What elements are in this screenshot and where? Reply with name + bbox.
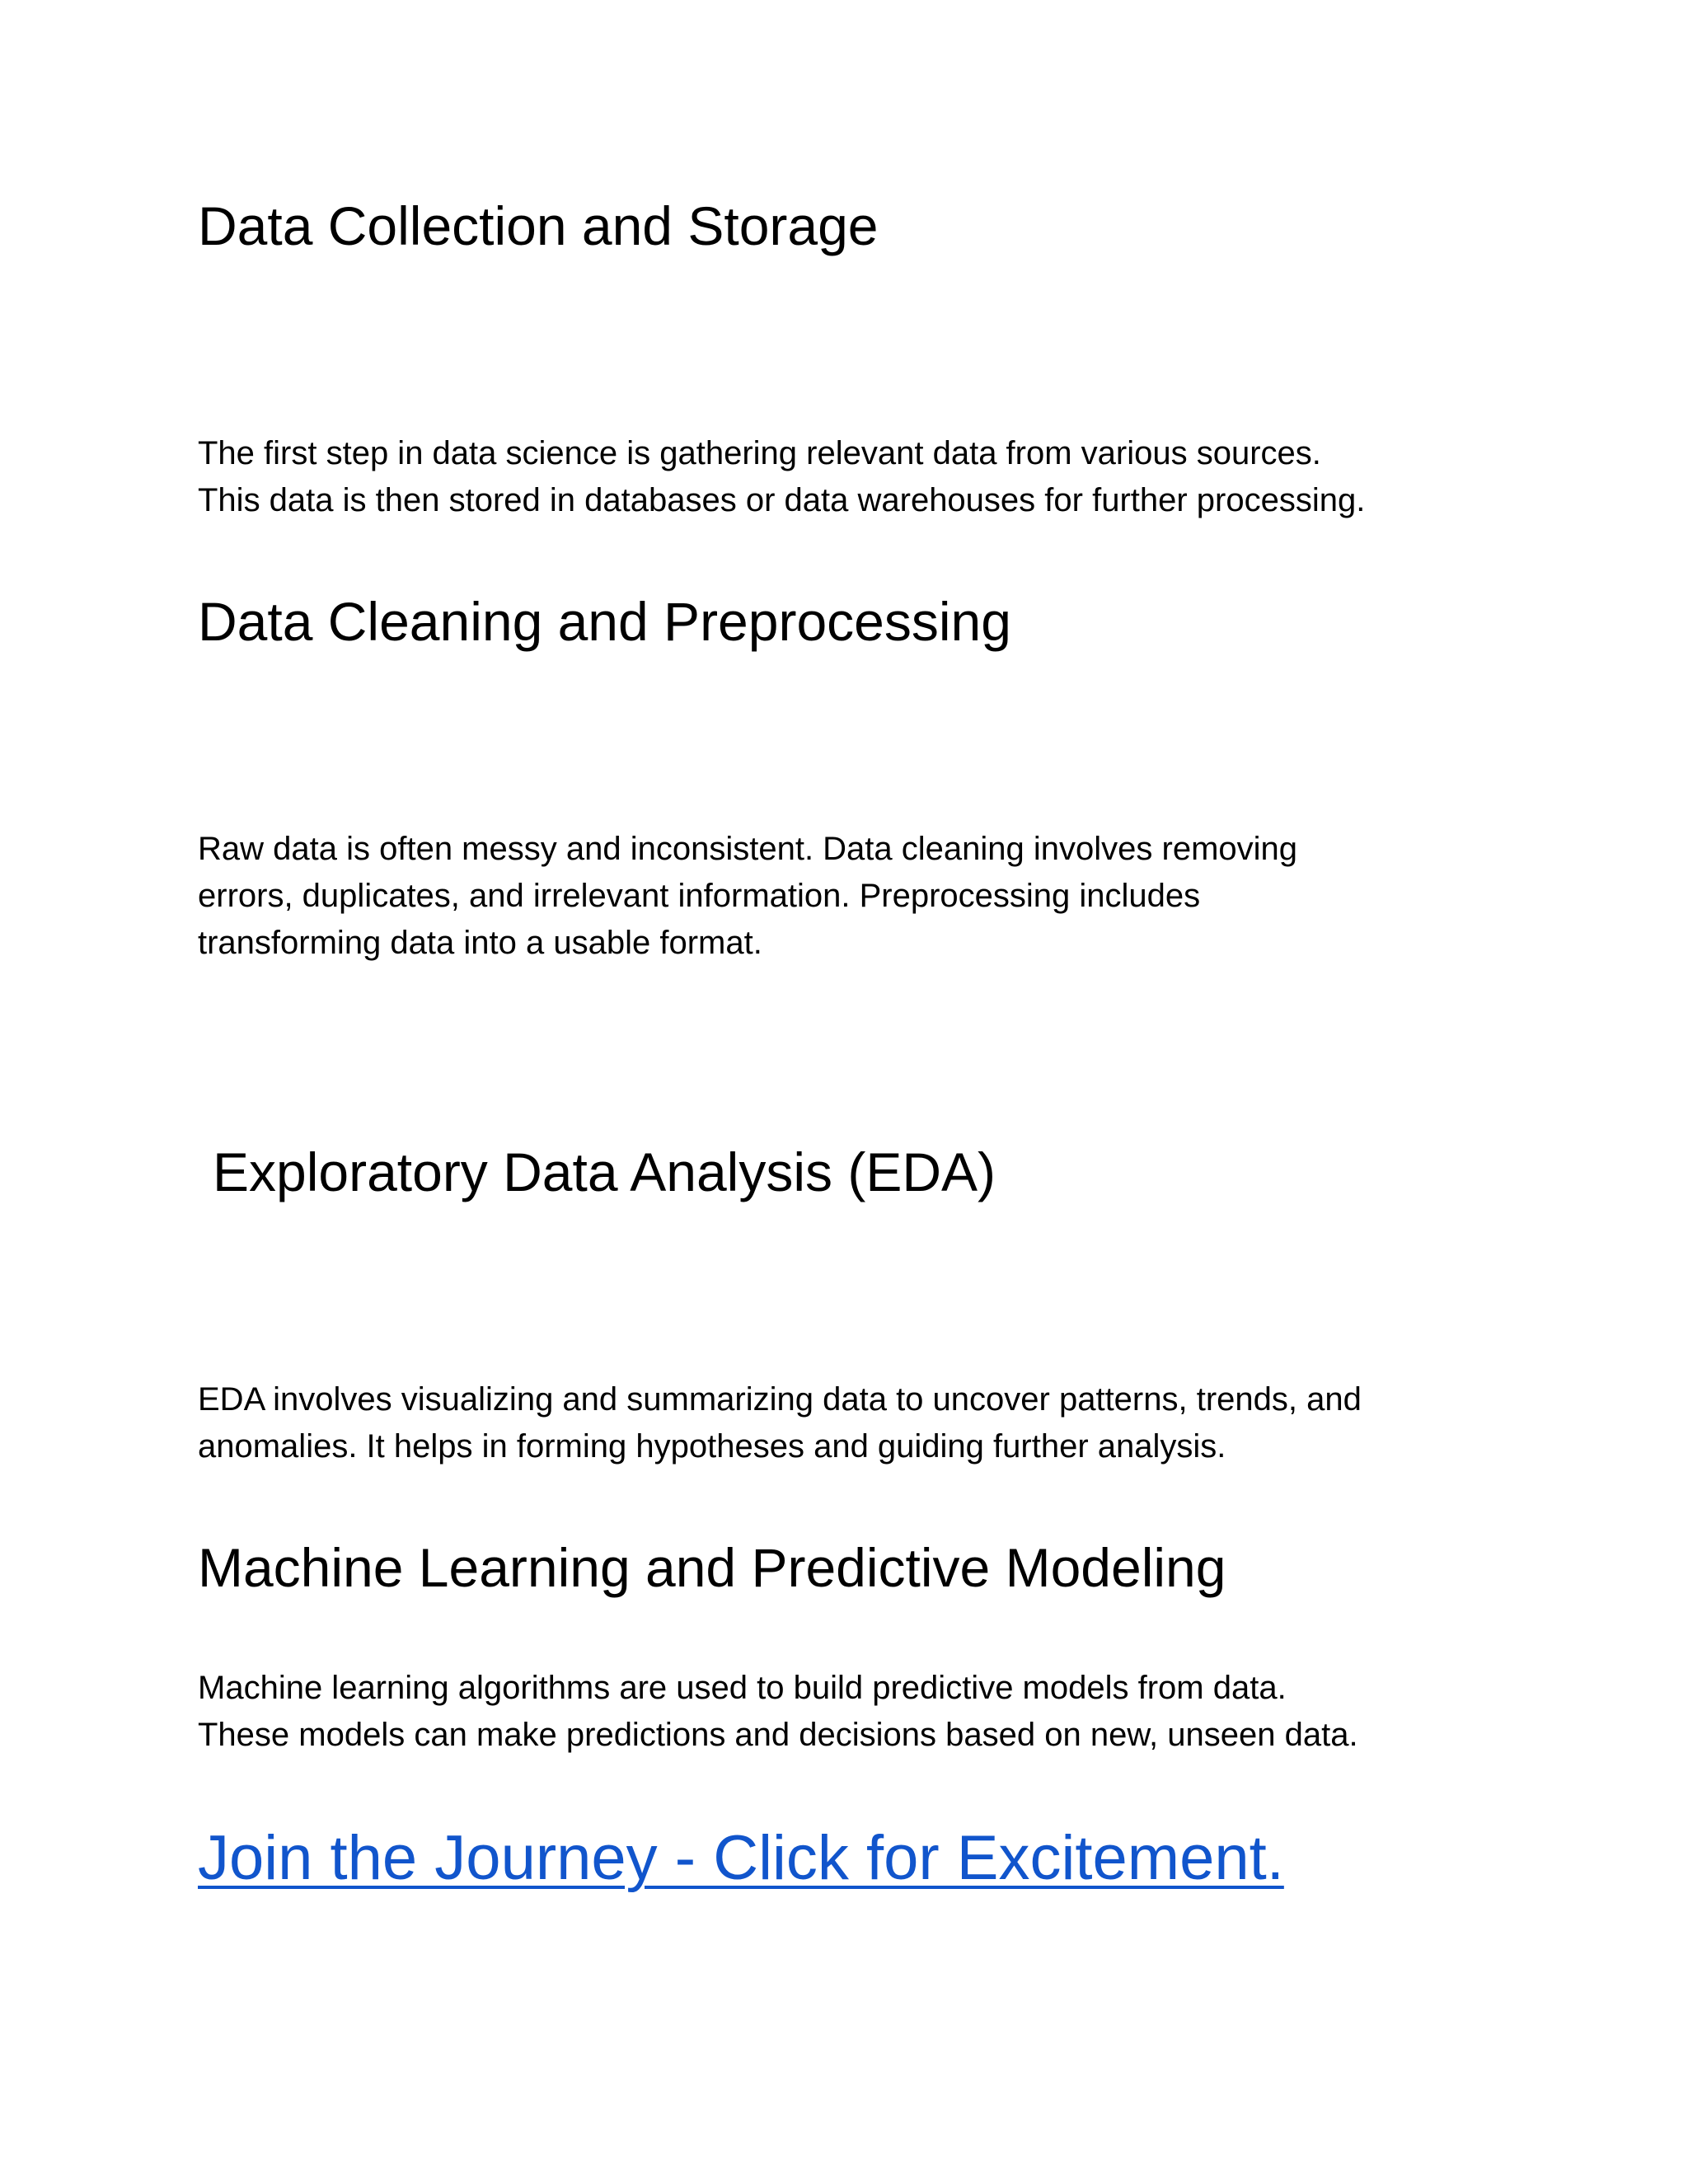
section-heading-machine-learning: Machine Learning and Predictive Modeling	[198, 1537, 1226, 1598]
paragraph-line: EDA involves visualizing and summarizing data to uncover patterns, trends, and	[198, 1381, 1362, 1418]
paragraph-line: Machine learning algorithms are used to build predictive models from data.	[198, 1670, 1287, 1706]
paragraph-line: transforming data into a usable format.	[198, 925, 762, 961]
paragraph-line: Raw data is often messy and inconsistent. Data cleaning involves removing	[198, 831, 1298, 867]
paragraph-line: anomalies. It helps in forming hypotheses and guiding further analysis.	[198, 1428, 1226, 1465]
paragraph-line: errors, duplicates, and irrelevant information. Preprocessing includes	[198, 878, 1201, 914]
paragraph-line: This data is then stored in databases or data warehouses for further processing.	[198, 482, 1366, 518]
paragraph-line: These models can make predictions and decisions based on new, unseen data.	[198, 1717, 1358, 1753]
section-heading-data-collection: Data Collection and Storage	[198, 195, 879, 256]
join-journey-link[interactable]: Join the Journey - Click for Excitement.	[198, 1823, 1284, 1893]
section-body-eda	[198, 1376, 1492, 1470]
section-body-data-collection	[198, 430, 1492, 524]
section-heading-eda: Exploratory Data Analysis (EDA)	[213, 1141, 996, 1202]
section-heading-data-cleaning: Data Cleaning and Preprocessing	[198, 591, 1011, 652]
paragraph-line: The first step in data science is gathering relevant data from various sources.	[198, 435, 1321, 471]
section-body-machine-learning	[198, 1665, 1492, 1759]
section-body-data-cleaning	[198, 826, 1492, 967]
